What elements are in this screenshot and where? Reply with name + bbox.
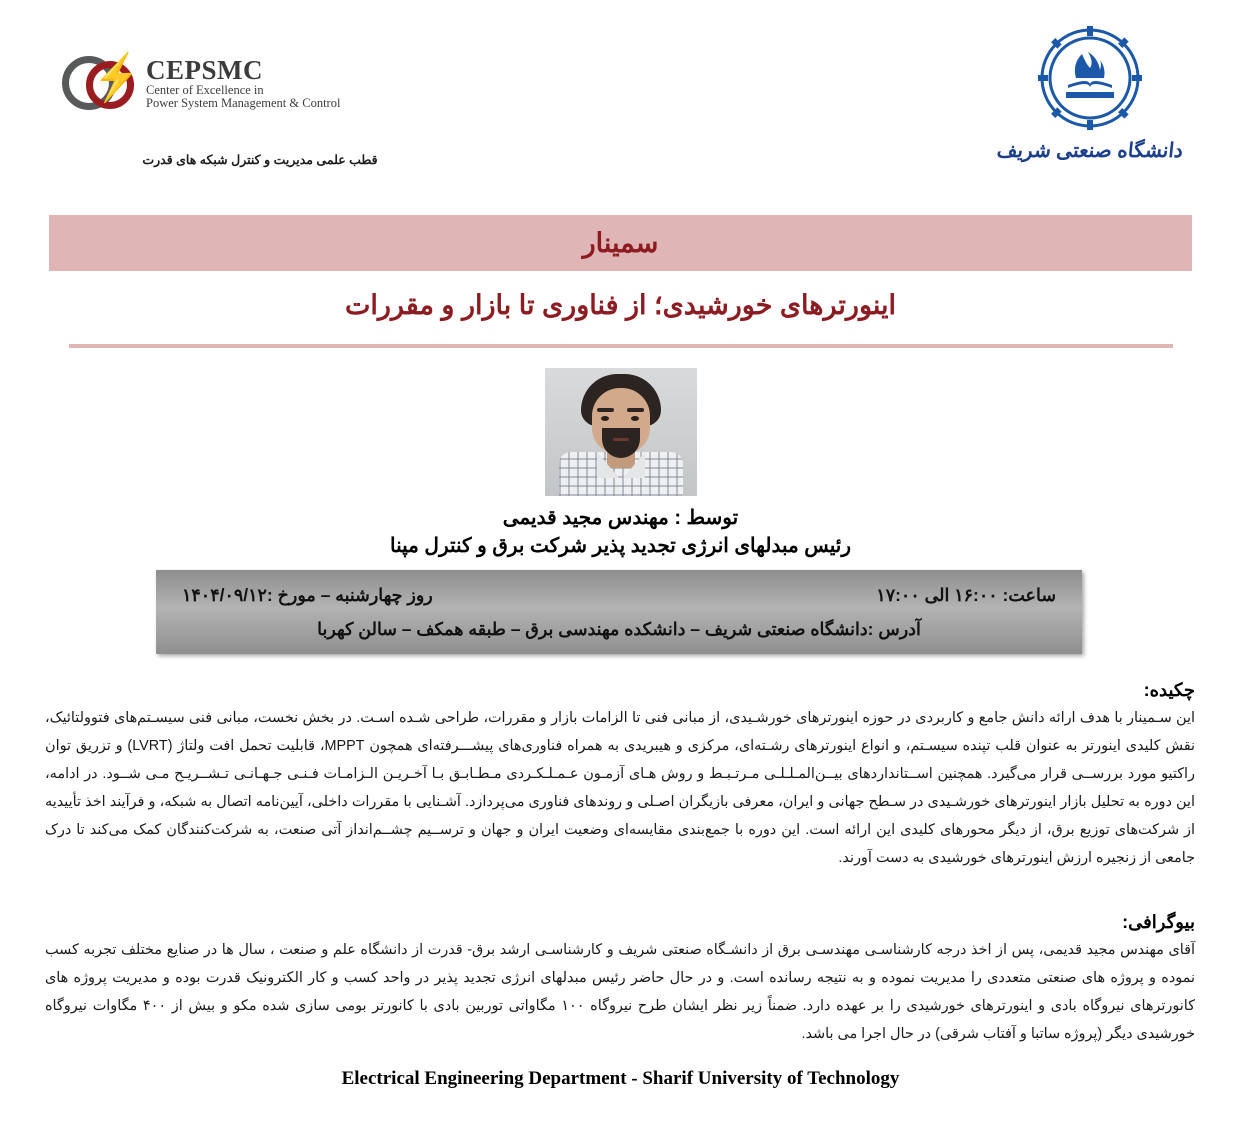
- event-datetime-row: [182, 578, 1056, 612]
- event-time: ساعت: ۱۶:۰۰ الی ۱۷:۰۰: [876, 584, 1056, 605]
- abstract-text: این سـمینار با هدف ارائه دانش جامع و کاربردی در حوزه اینورترهای خورشـیدی، از مبانی فنی تا الزامات بازار و مقررات، طراحی شـده اسـت. در بخش نخست، مبانی فنی سیسـتم‌های فتوولتائیک، نقش کلیدی اینورتر به عنوان قلب تپنده سیسـتم، و انواع اینورترهای رشـته‌ای، مرکزی و هیبریدی به همراه فناوری‌های پیشـــرفته‌ای همچون MPPT، قابلیت تحمل افت ولتاژ (LVRT) و تزریق توان راکتیو مورد بررســی قرار می‌گیرد. همچنین اســتانداردهای بیــن‌المـلـلـی مـرتـبـط و روش هـای آزمـون عـمـلـکـردی مـطـابـق بـا آخـریـن الـزامـات فـنـی جـهـانـی تـشــریـح مـی شــود. در ادامه، این دوره به تحلیل بازار اینورترهای خورشـیدی در سـطح جهانی و ایران، معرفی بازیگران اصـلی و روندهای فناوری می‌پردازد. آشـنایی با مقررات داخلی، آیین‌نامه اتصال به شبکه، و فرآیند اخذ تأییدیه از شرکت‌های توزیع برق، از دیگر محورهای کلیدی این ارائه است. این دوره با جمع‌بندی مقایسه‌ای وضعیت ایران و جهان و ترســیم چشــم‌انداز آتی صنعت، به شرکت‌کنندگان کمک می‌کند تا درک جامعی از زنجیره ارزش اینورترهای خورشیدی به دست آورند.: [45, 710, 1195, 867]
- speaker-photo-container: [0, 368, 1241, 496]
- page-header: [0, 0, 1241, 190]
- cepsmc-logo: [62, 52, 340, 114]
- biography-heading: بیوگرافی:: [1122, 912, 1195, 932]
- cepsmc-subtitle-line2: Power System Management & Control: [146, 96, 341, 111]
- speaker-position: رئیس مبدلهای انرژی تجدید پذیر شرکت برق و کنترل مپنا: [389, 535, 851, 557]
- cepsmc-acronym: CEPSMC: [146, 54, 263, 85]
- cepsmc-persian-caption: قطب علمی مدیریت و کنترل شبکه های قدرت: [142, 153, 378, 167]
- title-divider: [69, 344, 1173, 348]
- event-date: روز چهارشنبه – مورخ :۱۴۰۴/۰۹/۱۲: [182, 584, 433, 605]
- event-address-row: [182, 612, 1056, 646]
- abstract-heading: چکیده:: [1143, 680, 1195, 700]
- lightning-bolt-icon: ⚡: [62, 52, 140, 114]
- event-info-box: [156, 570, 1082, 654]
- page-footer: Electrical Engineering Department - Sharif University of Technology: [341, 1068, 900, 1089]
- speaker-photo: [545, 368, 697, 496]
- sharif-persian-name: دانشگاه صنعتی شریف: [995, 140, 1185, 162]
- biography-text: آقای مهندس مجید قدیمی، پس از اخذ درجه کارشناسـی مهندسـی برق از دانشـگاه صنعتی شریف و کارشناسـی ارشد برق- قدرت از دانشگاه علم و صنعت ، سال ها در صنایع مختلف تجربه کسب نموده و پروژه های صنعتی متعددی را مدیریت نموده و به نتیجه رسانده است. و در حال حاضر رئیس مبدلهای انرژی تجدید پذیر در واحد کسب و کار الکترونیک قدرت بوده و مدیریت پروژه های کانورترهای نیروگاه بادی و اینورترهای خورشیدی را بر عهده دارد. ضمناً زیر نظر ایشان طرح نیروگاه ۱۰۰ مگاواتی توربین بادی با کانورتر بومی سازی شده مکو و بیش از ۴۰۰ مگاوات نیروگاه خورشیدی دیگر (پروژه ساتبا و آفتاب شرقی) در حال اجرا می باشد.: [45, 942, 1195, 1043]
- seminar-banner: [49, 215, 1192, 271]
- abstract-section: [45, 680, 1195, 872]
- speaker-name: توسط : مهندس مجید قدیمی: [502, 507, 739, 529]
- sharif-university-seal-icon: [1038, 26, 1142, 130]
- seminar-banner-label: سمینار: [582, 227, 659, 258]
- cepsmc-subtitle-line1: Center of Excellence in: [146, 83, 264, 98]
- event-address: آدرس :دانشگاه صنعتی شریف – دانشکده مهندسی برق – طبقه همکف – سالن کهربا: [317, 618, 921, 639]
- biography-section: [45, 912, 1195, 1048]
- page-title: اینورترهای خورشیدی؛ از فناوری تا بازار و مقررات: [344, 290, 897, 320]
- sharif-university-logo: [975, 26, 1205, 163]
